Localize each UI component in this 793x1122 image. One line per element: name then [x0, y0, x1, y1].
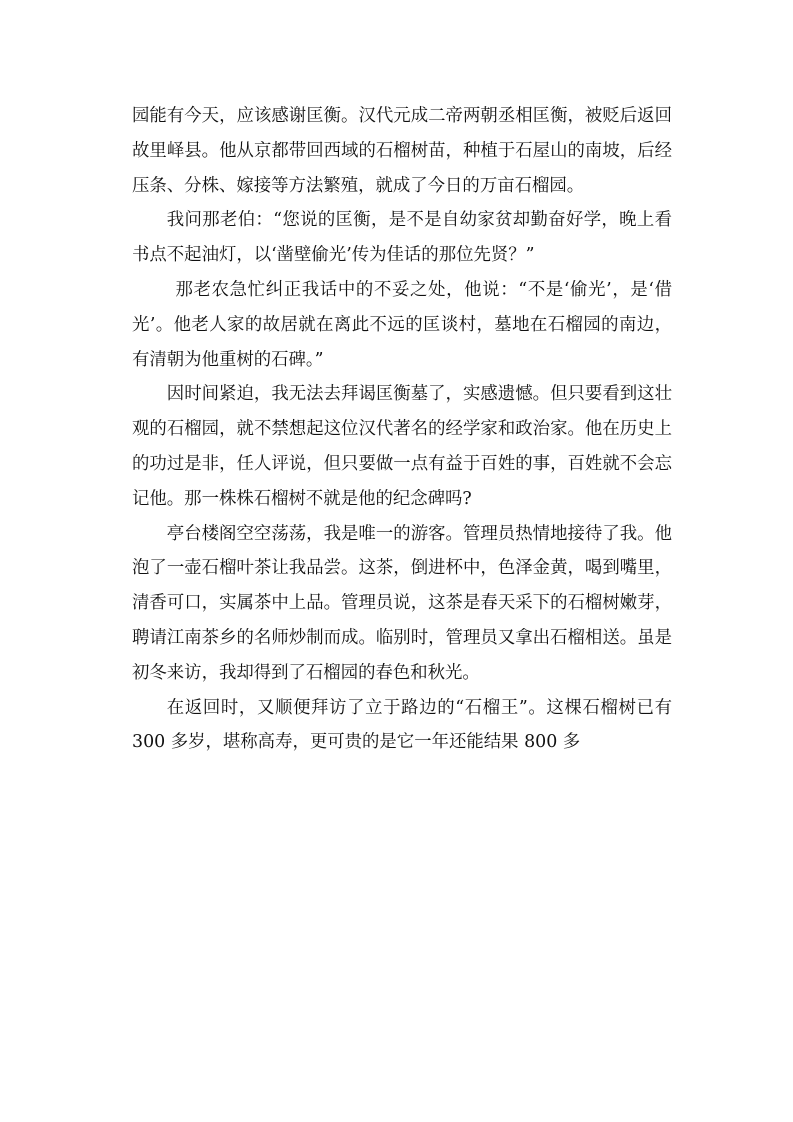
paragraph-tea-visit: 亭台楼阁空空荡荡，我是唯一的游客。管理员热情地接待了我。他泡了一壶石榴叶茶让我品尝。这茶，倒进杯中，色泽金黄，喝到嘴里，清香可口，实属茶中上品。管理员说，这茶是春天采下的石榴树嫩芽，聘请江南茶乡的名师炒制而成。临别时，管理员又拿出石榴相送。虽是初冬来访，我却得到了石榴园的春色和秋光。 [132, 523, 672, 683]
article-body [132, 99, 672, 760]
paragraph-shiliu-origin: 园能有今天，应该感谢匡衡。汉代元成二帝两朝丞相匡衡，被贬后返回故里峄县。他从京都带回西域的石榴树苗，种植于石屋山的南坡，后经压条、分株、嫁接等方法繁殖，就成了今日的万亩石榴园。 [132, 106, 672, 196]
paragraph-farmer-correction: 那老农急忙纠正我话中的不妥之处，他说：“不是‘偷光’，是‘借光’。他老人家的故居就在离此不远的匡谈村，墓地在石榴园的南边，有清朝为他重树的石碑。” [132, 279, 672, 370]
paragraph-shiliu-king: 在返回时，又顺便拜访了立于路边的“石榴王”。这棵石榴树已有 300 多岁，堪称高寿，更可贵的是它一年还能结果 800 多 [132, 697, 672, 753]
paragraph-reflection: 因时间紧迫，我无法去拜谒匡衡墓了，实感遗憾。但只要看到这壮观的石榴园，就不禁想起这位汉代著名的经学家和政治家。他在历史上的功过是非，任人评说，但只要做一点有益于百姓的事，百姓就不会忘记他。那一株株石榴树不就是他的纪念碑吗? [132, 384, 672, 509]
paragraph-question-to-elder: 我问那老伯：“您说的匡衡，是不是自幼家贫却勤奋好学，晚上看书点不起油灯，以‘凿壁偷光’传为佳话的那位先贤？” [132, 210, 672, 266]
